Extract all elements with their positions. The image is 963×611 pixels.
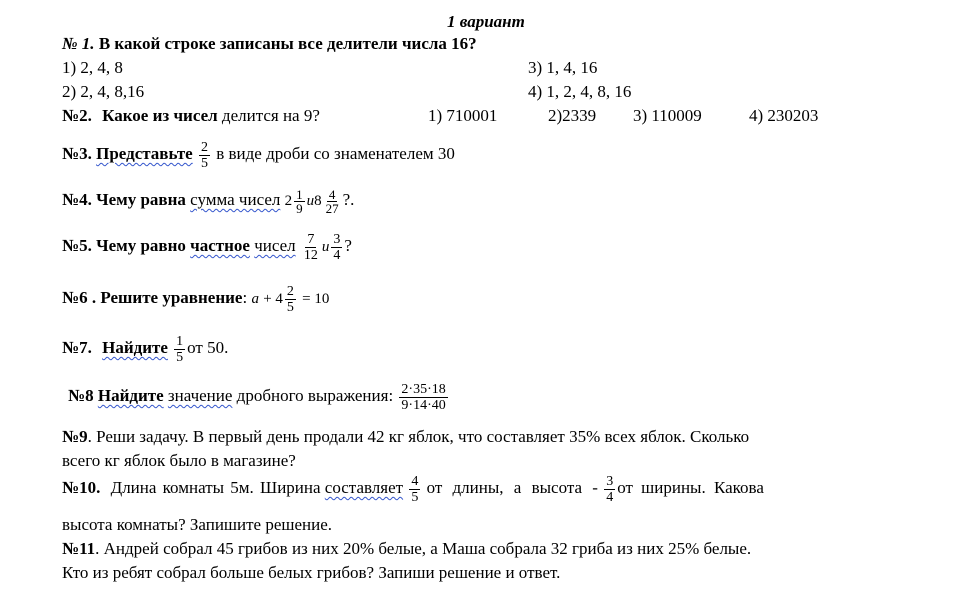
q6-fraction — [285, 284, 296, 315]
q2-option-4: 4) 230203 — [749, 106, 819, 125]
q4-conj: и — [306, 193, 315, 209]
q8-text: дробного выражения: — [236, 386, 394, 405]
q4-m2-whole: 8 — [314, 193, 322, 210]
q2-number: №2. — [62, 106, 92, 125]
q10-text-1: Длина комнаты 5м. Ширина — [110, 478, 321, 497]
q5-conj: и — [321, 239, 330, 255]
question-2 — [62, 106, 320, 126]
q6-bold-text: Решите уравнение — [100, 288, 243, 307]
q5-fraction-1 — [302, 232, 320, 263]
q7-fraction — [174, 334, 185, 365]
question-10-line-1 — [62, 468, 764, 508]
q1-number: № 1. — [62, 34, 95, 53]
q2-text: делится на 9? — [221, 106, 320, 125]
q1-option-1: 1) 2, 4, 8 — [62, 58, 123, 77]
q4-m2-num: 4 — [328, 186, 336, 202]
q5-f2-den: 4 — [333, 247, 341, 263]
q6-frac-num: 2 — [286, 283, 294, 299]
question-8 — [68, 376, 450, 416]
q1-option-3: 3) 1, 4, 16 — [528, 58, 598, 77]
q7-bold-underlined: Найдите — [102, 338, 168, 357]
q10-text-line-2: высота комнаты? Запишите решение. — [62, 515, 332, 534]
q2-bold-text: Какое из чисел — [102, 106, 218, 125]
q6-var: a — [251, 291, 259, 307]
question-4 — [62, 180, 354, 221]
q9-number: №9 — [62, 427, 88, 446]
q5-underlined-text: чисел — [254, 236, 296, 255]
q7-number: №7. — [62, 338, 92, 357]
q4-m2-den: 27 — [325, 200, 339, 216]
q5-bold-underlined: частное — [190, 236, 250, 255]
q5-f1-den: 12 — [303, 247, 318, 263]
q3-fraction — [199, 140, 210, 171]
q5-number: №5. — [62, 236, 92, 255]
q5-f2-num: 3 — [333, 231, 341, 247]
q3-bold-text: Представьте — [96, 144, 193, 163]
q4-number: №4. — [62, 190, 92, 209]
q8-frac-den: 9·14·40 — [401, 397, 446, 413]
q8-fraction — [399, 382, 447, 413]
q7-frac-den: 5 — [176, 349, 184, 365]
q6-colon: : — [242, 288, 248, 307]
q1-option-2: 2) 2, 4, 8,16 — [62, 82, 145, 101]
question-6 — [62, 278, 329, 319]
q8-frac-num: 2·35·18 — [401, 381, 446, 397]
q4-mixed-2 — [314, 181, 343, 221]
q3-frac-num: 2 — [200, 139, 208, 155]
question-9-line-1 — [62, 427, 749, 447]
q9-text-2: всего кг яблок было в магазине? — [62, 451, 296, 470]
q1-text: В какой строке записаны все делители числа 16? — [98, 34, 477, 53]
q4-mixed-1 — [285, 181, 307, 221]
q10-fraction-2 — [604, 474, 615, 505]
q6-eq: = 10 — [302, 291, 330, 307]
q4-bold-text: Чему равна — [96, 190, 186, 209]
q4-m1-whole: 2 — [284, 193, 293, 210]
q2-option-1: 1) 710001 — [428, 106, 498, 125]
q3-number: №3. — [62, 144, 92, 163]
variant-title: 1 вариант — [447, 12, 525, 31]
q1-option-4: 4) 1, 2, 4, 8, 16 — [528, 82, 632, 101]
q2-option-3: 3) 110009 — [633, 106, 702, 125]
question-11-line-1 — [62, 539, 751, 559]
q4-underlined-text: сумма чисел — [190, 190, 281, 209]
q10-number: №10. — [62, 478, 101, 497]
q10-underlined-text: составляет — [324, 478, 404, 497]
q7-frac-num: 1 — [176, 333, 184, 349]
q5-f1-num: 7 — [307, 231, 315, 247]
q2-option-2: 2)2339 — [548, 106, 597, 125]
q7-text: от 50. — [187, 338, 229, 357]
q4-m2-fraction — [324, 188, 341, 215]
q4-end: ?. — [342, 190, 355, 209]
q5-fraction-2 — [331, 232, 342, 263]
q10-f1-den: 5 — [411, 489, 419, 505]
q10-text-2: от длины, а высота - — [426, 478, 598, 497]
question-7 — [62, 328, 228, 368]
question-5 — [62, 226, 352, 267]
q8-underlined-text: значение — [167, 386, 233, 405]
q4-m1-den: 9 — [296, 200, 303, 216]
q3-text: в виде дроби со знаменателем 30 — [216, 144, 455, 163]
q8-number: №8 — [68, 386, 94, 405]
q10-f2-den: 4 — [606, 489, 614, 505]
question-1 — [62, 34, 477, 54]
q10-fraction-1 — [409, 474, 420, 505]
q10-f2-num: 3 — [606, 473, 614, 489]
q11-text-2: Кто из ребят собрал больше белых грибов? Запиши решение и ответ. — [62, 563, 561, 582]
q6-frac-den: 5 — [286, 299, 294, 315]
q4-m1-fraction — [294, 188, 305, 215]
q6-plus: + 4 — [263, 291, 283, 307]
q11-number: №11 — [62, 539, 96, 558]
question-3 — [62, 134, 455, 174]
q4-m1-num: 1 — [296, 186, 303, 202]
q10-f1-num: 4 — [411, 473, 419, 489]
q6-number: №6 . — [62, 288, 97, 307]
q8-bold-underlined: Найдите — [97, 386, 164, 405]
q9-text-1: . Реши задачу. В первый день продали 42 кг яблок, что составляет 35% всех яблок. Сколько — [87, 427, 750, 446]
q5-end: ? — [344, 236, 352, 255]
q5-bold-text: Чему равно — [96, 236, 186, 255]
q3-frac-den: 5 — [200, 155, 208, 171]
q11-text-1: . Андрей собрал 45 грибов из них 20% белые, а Маша собрала 32 гриба из них 25% белые. — [95, 539, 752, 558]
q10-text-3: от ширины. Какова — [617, 478, 764, 497]
